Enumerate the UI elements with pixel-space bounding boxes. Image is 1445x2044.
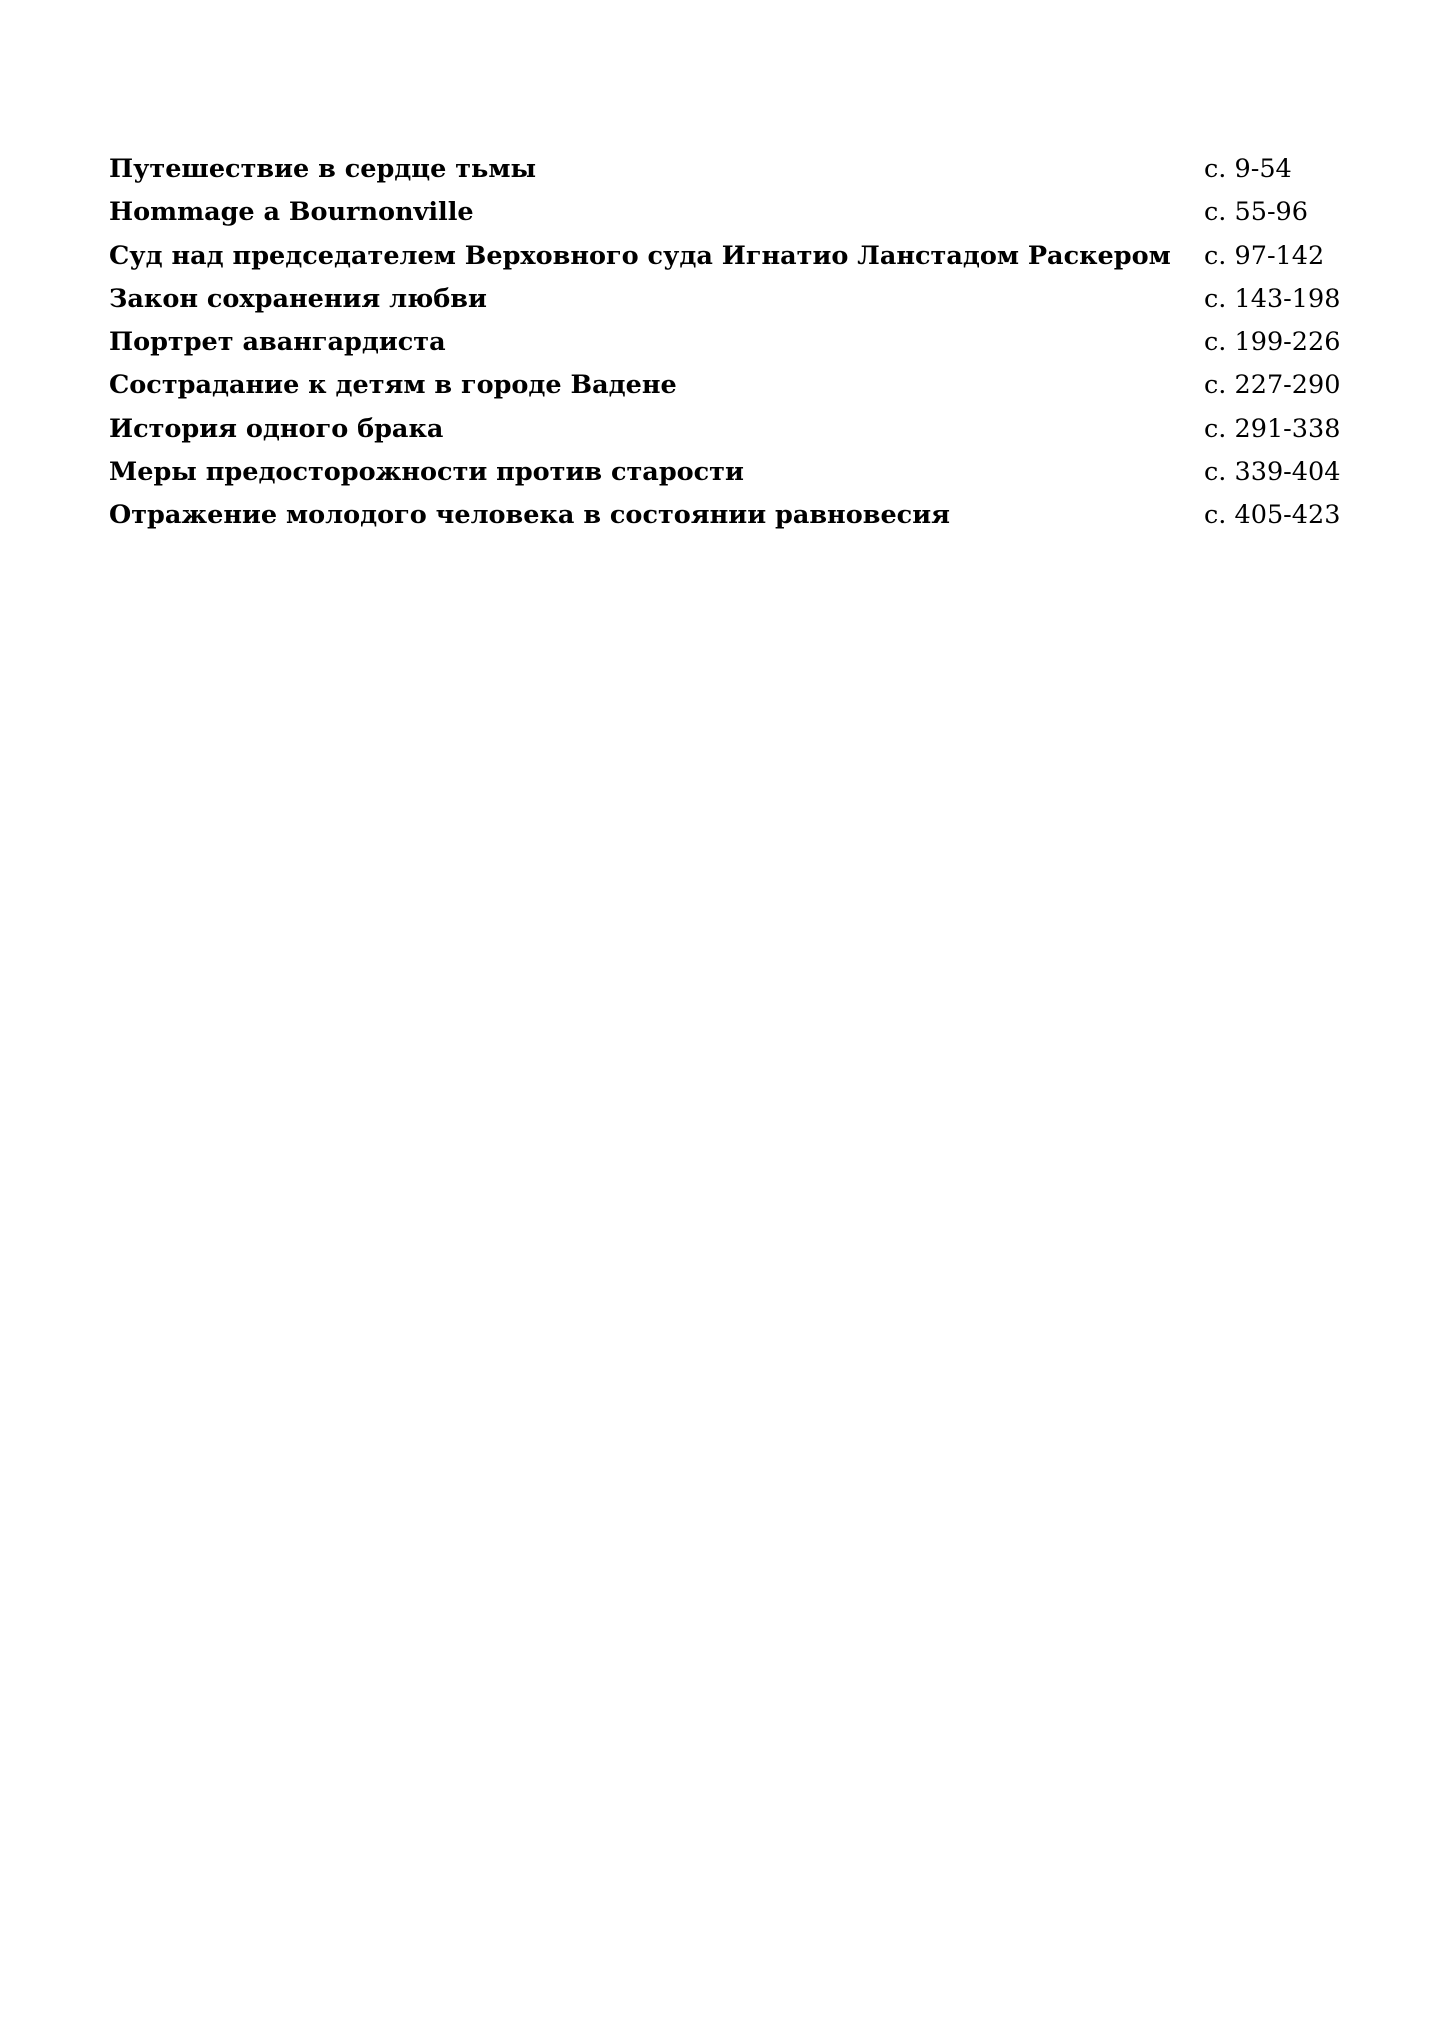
toc-entry-title: Меры предосторожности против старости — [109, 457, 744, 488]
toc-entry — [109, 451, 1339, 494]
toc-entry-pages: с. 227-290 — [1204, 370, 1341, 401]
toc-entry-title: Суд над председателем Верховного суда Игнатио Ланстадом Раскером — [109, 240, 1171, 271]
toc-entry — [109, 235, 1339, 278]
toc-entry-pages: с. 339-404 — [1204, 457, 1341, 488]
toc-entry-title: Закон сохранения любви — [109, 283, 487, 314]
toc-entry-pages: с. 405-423 — [1204, 500, 1341, 531]
toc-entry — [109, 191, 1339, 234]
toc-entry-title: История одного брака — [109, 413, 444, 444]
toc-entry-title: Сострадание к детям в городе Вадене — [109, 370, 677, 401]
toc-entry — [109, 278, 1339, 321]
toc-entry-pages: с. 9-54 — [1204, 154, 1292, 184]
toc-entry-pages: с. 291-338 — [1204, 413, 1341, 444]
toc-entry-title: Hommage a Bournonville — [109, 197, 474, 228]
toc-entry-pages: с. 199-226 — [1204, 327, 1341, 358]
toc-entry — [109, 321, 1339, 364]
toc-entry-title: Путешествие в сердце тьмы — [109, 154, 537, 184]
toc-entry — [109, 148, 1339, 191]
toc-entry — [109, 408, 1339, 451]
toc-entry-pages: с. 143-198 — [1204, 283, 1341, 314]
toc-entry-title: Отражение молодого человека в состоянии равновесия — [109, 500, 950, 531]
toc-entry-pages: с. 55-96 — [1204, 197, 1309, 228]
table-of-contents — [109, 148, 1339, 538]
toc-entry — [109, 364, 1339, 407]
toc-entry-pages: с. 97-142 — [1204, 240, 1325, 271]
toc-entry — [109, 494, 1339, 537]
toc-entry-title: Портрет авангардиста — [109, 327, 446, 358]
